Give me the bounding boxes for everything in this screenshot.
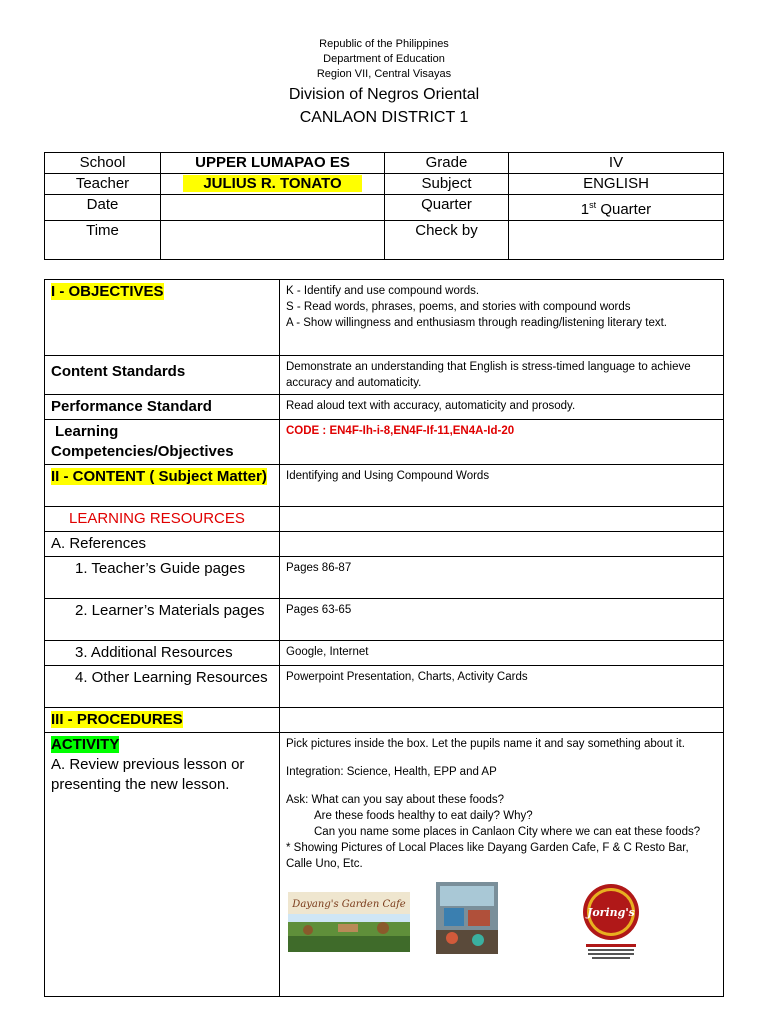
content-standards-value: Demonstrate an understanding that English is stress-timed language to achieve accuracy and automaticity. <box>280 356 724 395</box>
resources-label: LEARNING RESOURCES <box>45 507 280 532</box>
activity-label: ACTIVITY <box>51 736 120 753</box>
jorings-logo-text: Joring's <box>587 906 635 919</box>
teachers-guide-value: Pages 86-87 <box>280 557 724 599</box>
subject-value: ENGLISH <box>509 174 724 195</box>
header-department: Department of Education <box>323 53 445 65</box>
teachers-guide-cell <box>45 557 280 599</box>
school-label: School <box>45 153 161 174</box>
content-cell <box>45 465 280 507</box>
review-label: A. Review previous lesson or presenting the new lesson. <box>51 756 245 793</box>
other-resources-value: Powerpoint Presentation, Charts, Activity Cards <box>280 666 724 708</box>
additional-resources-cell <box>45 641 280 666</box>
activity-integration: Integration: Science, Health, EPP and AP <box>286 766 497 778</box>
jorings-logo-image <box>576 882 646 964</box>
subject-label: Subject <box>385 174 509 195</box>
objective-s: S - Read words, phrases, poems, and stories with compound words <box>286 301 631 313</box>
activity-question-3: Can you name some places in Canlaon City where we can eat these foods? <box>314 826 701 838</box>
references-value <box>280 532 724 557</box>
quarter-value <box>509 195 724 221</box>
objective-k: K - Identify and use compound words. <box>286 285 480 297</box>
objectives-cell <box>45 280 280 356</box>
time-label: Time <box>45 221 161 260</box>
additional-resources-value: Google, Internet <box>280 641 724 666</box>
activity-value <box>280 733 724 997</box>
procedures-label: III - PROCEDURES <box>51 711 183 728</box>
quarter-word: Quarter <box>596 201 652 218</box>
quarter-sup: st <box>589 200 597 210</box>
checkby-value <box>509 221 724 260</box>
competencies-code: CODE : EN4F-Ih-i-8,EN4F-If-11,EN4A-Id-20 <box>280 420 724 465</box>
competencies-label <box>45 420 280 465</box>
performance-standard-label: Performance Standard <box>45 395 280 420</box>
content-standards-label: Content Standards <box>45 356 280 395</box>
performance-standard-value: Read aloud text with accuracy, automaticity and prosody. <box>280 395 724 420</box>
header-district: CANLAON DISTRICT 1 <box>299 109 469 126</box>
activity-question-2: Are these foods healthy to eat daily? Why? <box>314 810 533 822</box>
teacher-value: JULIUS R. TONATO <box>183 175 361 192</box>
dayang-logo-text: Dayang's Garden Cafe <box>292 899 406 910</box>
grade-label: Grade <box>385 153 509 174</box>
activity-pictures <box>286 882 717 962</box>
quarter-label: Quarter <box>385 195 509 221</box>
teachers-guide-label: 1. Teacher’s Guide pages <box>75 560 246 577</box>
objective-a: A - Show willingness and enthusiasm through reading/listening literary text. <box>286 317 667 329</box>
procedures-value <box>280 708 724 733</box>
other-resources-label: 4. Other Learning Resources <box>75 669 268 686</box>
additional-resources-label: 3. Additional Resources <box>75 644 233 661</box>
info-table <box>44 152 724 260</box>
references-label: A. References <box>45 532 280 557</box>
learners-materials-value: Pages 63-65 <box>280 599 724 641</box>
learners-materials-cell <box>45 599 280 641</box>
dayang-garden-cafe-image <box>288 892 410 952</box>
quarter-num: 1 <box>580 201 590 218</box>
resto-bar-image <box>436 882 498 954</box>
time-value <box>161 221 385 260</box>
date-label: Date <box>45 195 161 221</box>
objectives-value <box>280 280 724 356</box>
competencies-text: Learning Competencies/Objectives <box>51 423 234 460</box>
learners-materials-label: 2. Learner’s Materials pages <box>75 602 265 619</box>
other-resources-cell <box>45 666 280 708</box>
activity-instruction: Pick pictures inside the box. Let the pupils name it and say something about it. <box>286 738 685 750</box>
date-value <box>161 195 385 221</box>
teacher-label: Teacher <box>45 174 161 195</box>
teacher-value-cell <box>161 174 385 195</box>
activity-question-1: Ask: What can you say about these foods? <box>286 794 504 806</box>
activity-cell <box>45 733 280 997</box>
header-division: Division of Negros Oriental <box>288 86 480 103</box>
lesson-plan-table <box>44 279 724 997</box>
header-republic: Republic of the Philippines <box>319 38 449 50</box>
procedures-cell <box>45 708 280 733</box>
school-value: UPPER LUMAPAO ES <box>161 153 385 174</box>
objectives-label: I - OBJECTIVES <box>51 283 164 300</box>
header-region: Region VII, Central Visayas <box>316 68 452 80</box>
checkby-label: Check by <box>385 221 509 260</box>
resources-value <box>280 507 724 532</box>
content-label: II - CONTENT ( Subject Matter) <box>51 468 267 485</box>
grade-value: IV <box>509 153 724 174</box>
activity-note: * Showing Pictures of Local Places like Dayang Garden Cafe, F & C Resto Bar, Calle Uno, Etc. <box>286 842 689 870</box>
content-value: Identifying and Using Compound Words <box>280 465 724 507</box>
